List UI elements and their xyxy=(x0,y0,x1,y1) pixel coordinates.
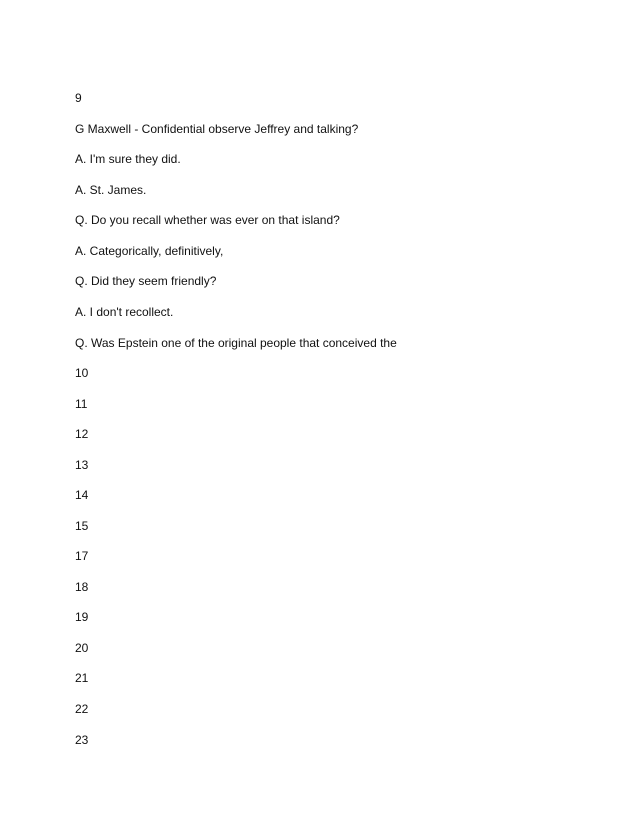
line-number: 22 xyxy=(75,702,89,716)
line-number: 11 xyxy=(75,397,88,411)
line-number: 13 xyxy=(75,458,89,472)
line-number: 9 xyxy=(75,91,82,105)
line-number: 12 xyxy=(75,427,89,441)
line-number: 14 xyxy=(75,488,89,502)
answer-text: A. Categorically, definitively, xyxy=(75,244,224,258)
answer-text: A. St. James. xyxy=(75,183,147,197)
line-number: 19 xyxy=(75,610,89,624)
line-number: 17 xyxy=(75,549,89,563)
question-text: Q. Do you recall whether was ever on that island? xyxy=(75,213,340,227)
line-number: 21 xyxy=(75,671,89,685)
line-number: 20 xyxy=(75,641,89,655)
question-text: Q. Did they seem friendly? xyxy=(75,274,217,288)
answer-text: A. I don't recollect. xyxy=(75,305,174,319)
line-number: 15 xyxy=(75,519,89,533)
header-text: G Maxwell - Confidential observe Jeffrey and talking? xyxy=(75,122,359,136)
line-number: 23 xyxy=(75,733,89,747)
question-text: Q. Was Epstein one of the original people that conceived the xyxy=(75,336,397,350)
line-number: 10 xyxy=(75,366,89,380)
line-number: 18 xyxy=(75,580,89,594)
answer-text: A. I'm sure they did. xyxy=(75,152,181,166)
